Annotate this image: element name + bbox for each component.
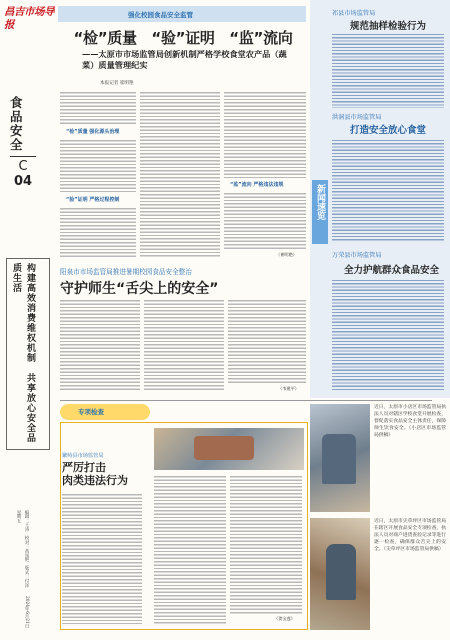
- footer-info: [14, 510, 34, 633]
- caption-1: 近日，太原市小店区市场监管局执法人员对辖区学校食堂开展检查，督促落实食品安全主体责任，保障师生饮食安全。（小店区市场监管局供稿）: [374, 405, 446, 438]
- section-label: [10, 96, 46, 189]
- sidebar-item3-title: 全力护航群众食品安全: [344, 265, 440, 276]
- lead-subhead-2: “验”证明 严格过程控制: [66, 197, 120, 203]
- sidebar-item3-body: [332, 278, 444, 392]
- sidebar-label-box: [312, 180, 328, 244]
- special-title: 严厉打击 肉类违法行为: [62, 461, 128, 487]
- special-credit: （贺宝莲）: [274, 616, 295, 621]
- lead-subhead-1: “检”质量 强化源头治理: [66, 129, 120, 135]
- footer-text: 编辑：王涛 校对：高凤艳 版式：付泽 2024年6月21日 星期五: [16, 510, 29, 633]
- lead-body-col2: [140, 90, 220, 258]
- story2-body-col3: [228, 298, 306, 384]
- masthead: [4, 6, 54, 32]
- photo-1-image: [322, 434, 356, 484]
- sidebar-item1-title: 规范抽样检验行为: [350, 21, 427, 32]
- special-body-col3: [230, 474, 302, 614]
- special-body-col2: [154, 474, 226, 624]
- story2-credit: （韦建平）: [278, 386, 299, 391]
- photo-image: [194, 436, 254, 460]
- sidebar-item1-source: 祁县市场监管局: [332, 10, 376, 17]
- photo-2: [310, 518, 370, 630]
- sidebar-label: 新闻速览: [315, 184, 325, 220]
- lead-body-col3b: [224, 191, 306, 251]
- lead-body-col1c: [60, 206, 136, 258]
- sidebar-item2-title: 打造安全放心食堂: [350, 125, 427, 136]
- sidebar-item3-source: 万荣县市场监管局: [332, 252, 382, 259]
- slogan-text: 构建高效消费维权机制 共享放心安全品质生活: [11, 263, 35, 443]
- lead-body-col1: [60, 90, 136, 124]
- special-kicker-bar: [60, 404, 150, 420]
- sidebar-item1-body: [332, 32, 444, 108]
- lead-credit: （崔明艳）: [276, 252, 297, 257]
- lead-byline: 本报记者 崔明艳: [100, 81, 134, 86]
- masthead-title: 昌吉市场导报: [4, 6, 54, 31]
- photo-1: [310, 404, 370, 512]
- lead-title: “检”质量 “验”证明 “监”流向: [73, 29, 293, 47]
- section-divider: [10, 156, 36, 157]
- story2-body-col2: [144, 298, 224, 392]
- divider-line: [60, 400, 432, 401]
- special-source: 繁峙县市场监管局: [62, 453, 104, 459]
- story2-kicker: 阳泉市市场监管局推进暑期校园食品安全整治: [60, 268, 192, 276]
- sidebar-item2-body: [332, 138, 444, 242]
- story2-title: 守护师生“舌尖上的安全”: [60, 281, 219, 297]
- page-number: 04: [13, 174, 33, 189]
- special-body-col1: [62, 492, 142, 624]
- section-code: C: [18, 159, 28, 174]
- lead-subtitle: ——太原市市场监管局创新机制严格学校食堂农产品（蔬菜）质量管理纪实: [82, 49, 287, 70]
- lead-kicker: 强化校园食品安全监管: [128, 11, 193, 19]
- special-photo: [154, 428, 304, 470]
- lead-kicker-bar: [58, 6, 306, 22]
- caption-2: 近日，太原市尖草坪区市场监管局在辖区开展食品安全专项检查，执法人员对商户进货查验记录等进行逐一检查，确保群众舌尖上的安全。（尖草坪区市场监管局供稿）: [374, 519, 446, 552]
- sidebar-item2-source: 洪洞县市场监管局: [332, 114, 382, 121]
- photo-2-image: [326, 544, 356, 600]
- lead-body-col1b: [60, 138, 136, 192]
- lead-subhead-3: “监”流向 严格违法违规: [230, 182, 284, 188]
- slogan: [6, 258, 50, 450]
- story2-body-col1: [60, 298, 140, 392]
- section-name: 食品安全: [10, 95, 24, 152]
- special-kicker: 专项检查: [78, 408, 104, 416]
- lead-body-col3a: [224, 90, 306, 178]
